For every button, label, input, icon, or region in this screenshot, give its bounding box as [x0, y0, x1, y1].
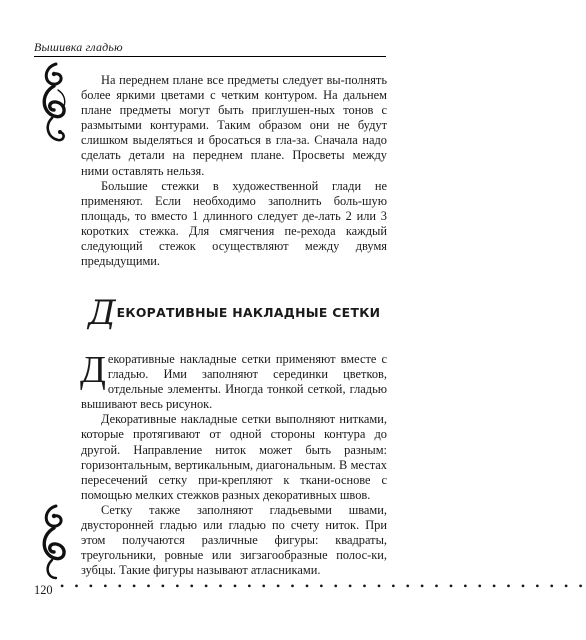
scroll-flourish-icon: [34, 502, 74, 590]
running-head: Вышивка гладью: [34, 40, 123, 54]
paragraph-with-drop-cap: [80, 349, 387, 412]
paragraph: Сетку также заполняют гладьевыми швами, двусторонней гладью или гладью по счету ниток. При этом получаются различные фигуры: квадраты, треугольники, ровные или зигзагообразные полос-ки, зубцы. Такие фигуры называют атласниками.: [81, 502, 387, 578]
paragraph: Большие стежки в художественной глади не применяют. Если необходимо заполнить боль-шую площадь, то вместо 1 длинного следует де-лать 2 или 3 коротких стежка. Для смягчения пе-рехода каждый следующий стежок осуществляют между двумя предыдущими.: [81, 178, 387, 269]
paragraph: Декоративные накладные сетки выполняют нитками, которые протягивают от одной стороны контура до другой. Направление ниток может быть разным: горизонтальным, вертикальным, диагональным. В местах пересечений сетку при-крепляют к ткани-основе с помощью мелких стежков разных декоративных швов.: [81, 412, 387, 502]
heading-text: ЕКОРАТИВНЫЕ НАКЛАДНЫЕ СЕТКИ: [116, 305, 381, 320]
section-heading: [88, 293, 380, 333]
page-number: 120: [34, 583, 53, 597]
body-text-bottom: [80, 349, 387, 578]
footer-dot-rule: • • • • • • • • • • • • • • • • • • • • • • • • • • • • • • • • • • • • •: [60, 579, 586, 593]
heading-initial: Д: [88, 293, 116, 333]
body-text-top: [81, 73, 387, 269]
scroll-flourish-icon: [34, 60, 74, 148]
header-rule: [34, 56, 386, 57]
paragraph: На переднем плане все предметы следует вы-полнять более яркими цветами с четким контуром. На дальнем плане предметы могут быть приглушен-ных тонов с размытыми контурами. Таким образом они не будут слишком выделяться и бросаться в гла-за. Сначала надо сделать детали на переднем плане. Просветы между ними оставлять нельзя.: [81, 73, 387, 178]
drop-cap: Д: [80, 349, 106, 391]
paragraph-text: екоративные накладные сетки применяют вместе с гладью. Ими заполняют серединки цветков, отдельные элементы. Иногда тонкой сеткой, гладью вышивают весь рисунок.: [81, 352, 387, 412]
